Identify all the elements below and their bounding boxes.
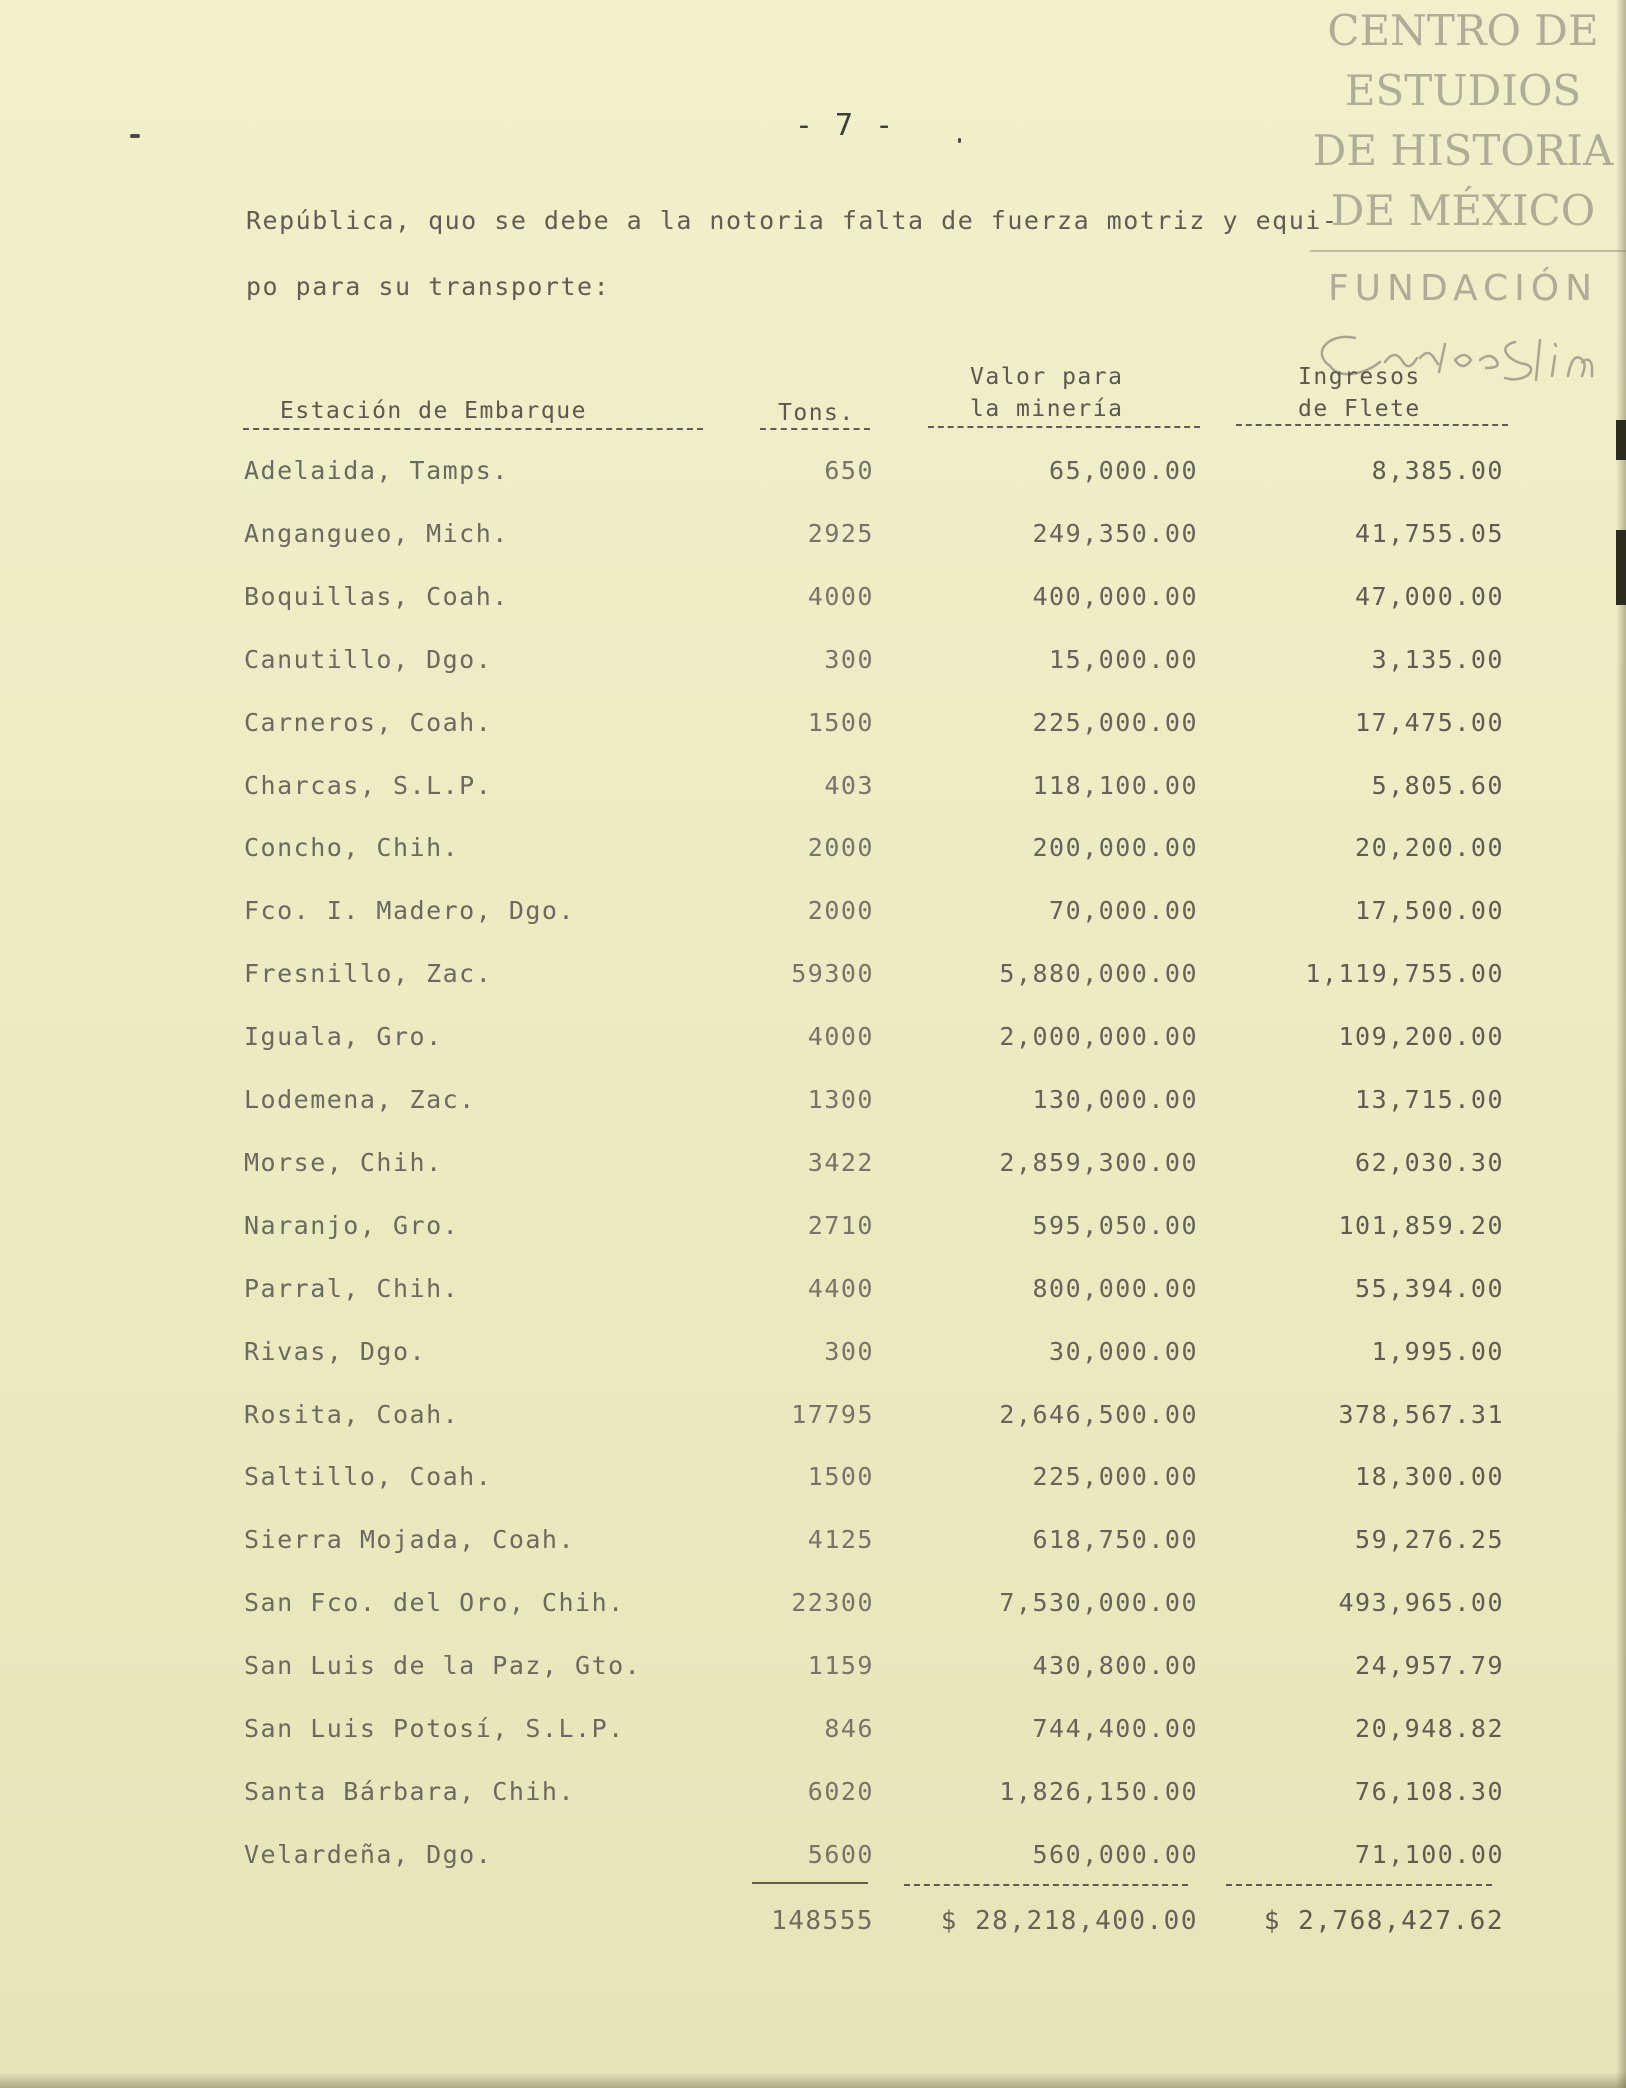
tons-cell: 1159	[807, 1651, 874, 1680]
station-cell: San Fco. del Oro, Chih.	[244, 1588, 625, 1617]
table-row	[0, 959, 1626, 999]
ingresos-cell: 13,715.00	[1355, 1085, 1504, 1114]
tons-cell: 59300	[791, 959, 874, 988]
ingresos-cell: 20,948.82	[1355, 1714, 1504, 1743]
station-cell: Adelaida, Tamps.	[244, 456, 509, 485]
table-row	[0, 1777, 1626, 1817]
ingresos-cell: 41,755.05	[1355, 519, 1504, 548]
ingresos-cell: 71,100.00	[1355, 1840, 1504, 1869]
tons-cell: 1300	[807, 1085, 874, 1114]
station-cell: Sierra Mojada, Coah.	[244, 1525, 576, 1554]
station-cell: Canutillo, Dgo.	[244, 645, 493, 674]
tons-cell: 17795	[791, 1400, 874, 1429]
table-row	[0, 1085, 1626, 1125]
archive-watermark	[1300, 0, 1626, 309]
total-tons: 148555	[771, 1906, 874, 1936]
table-row	[0, 1588, 1626, 1628]
station-cell: Fresnillo, Zac.	[244, 959, 493, 988]
tons-cell: 6020	[807, 1777, 874, 1806]
table-row	[0, 708, 1626, 748]
station-cell: Saltillo, Coah.	[244, 1462, 493, 1491]
header-station: Estación de Embarque	[280, 398, 587, 424]
ingresos-cell: 1,995.00	[1371, 1337, 1504, 1366]
station-cell: Boquillas, Coah.	[244, 582, 509, 611]
tons-cell: 4000	[807, 582, 874, 611]
header-rule	[1236, 424, 1508, 426]
header-valor-line2: la minería	[970, 396, 1124, 422]
ingresos-cell: 109,200.00	[1338, 1022, 1504, 1051]
totals-row	[0, 1906, 1626, 1946]
valor-cell: 200,000.00	[1032, 833, 1198, 862]
ingresos-cell: 18,300.00	[1355, 1462, 1504, 1491]
sum-rule	[1226, 1884, 1492, 1886]
station-cell: Carneros, Coah.	[244, 708, 493, 737]
tons-cell: 3422	[807, 1148, 874, 1177]
station-cell: San Luis de la Paz, Gto.	[244, 1651, 642, 1680]
tons-cell: 22300	[791, 1588, 874, 1617]
ingresos-cell: 62,030.30	[1355, 1148, 1504, 1177]
ingresos-cell: 59,276.25	[1355, 1525, 1504, 1554]
page-bottom-shadow	[0, 2072, 1626, 2088]
watermark-line: ESTUDIOS	[1344, 66, 1582, 115]
tons-cell: 2925	[807, 519, 874, 548]
tons-cell: 4000	[807, 1022, 874, 1051]
valor-cell: 65,000.00	[1049, 456, 1198, 485]
table-row	[0, 1211, 1626, 1251]
valor-cell: 249,350.00	[1032, 519, 1198, 548]
ingresos-cell: 493,965.00	[1338, 1588, 1504, 1617]
valor-cell: 1,826,150.00	[999, 1777, 1198, 1806]
valor-cell: 225,000.00	[1032, 1462, 1198, 1491]
valor-cell: 15,000.00	[1049, 645, 1198, 674]
table-row	[0, 1337, 1626, 1377]
table-row	[0, 456, 1626, 496]
watermark-rule	[1310, 250, 1626, 252]
tons-cell: 650	[824, 456, 874, 485]
table-row	[0, 645, 1626, 685]
paragraph-line: po para su transporte:	[246, 272, 611, 301]
ingresos-cell: 378,567.31	[1338, 1400, 1504, 1429]
valor-cell: 430,800.00	[1032, 1651, 1198, 1680]
tons-cell: 1500	[807, 708, 874, 737]
valor-cell: 30,000.00	[1049, 1337, 1198, 1366]
valor-cell: 130,000.00	[1032, 1085, 1198, 1114]
valor-cell: 118,100.00	[1032, 771, 1198, 800]
station-cell: Velardeña, Dgo.	[244, 1840, 493, 1869]
watermark-line: CENTRO DE	[1327, 6, 1599, 55]
tons-cell: 403	[824, 771, 874, 800]
station-cell: Iguala, Gro.	[244, 1022, 443, 1051]
valor-cell: 744,400.00	[1032, 1714, 1198, 1743]
header-ingresos-line2: de Flete	[1298, 396, 1421, 422]
valor-cell: 7,530,000.00	[999, 1588, 1198, 1617]
valor-cell: 5,880,000.00	[999, 959, 1198, 988]
valor-cell: 2,646,500.00	[999, 1400, 1198, 1429]
table-row	[0, 1148, 1626, 1188]
header-rule	[243, 428, 703, 430]
tons-cell: 5600	[807, 1840, 874, 1869]
header-rule	[760, 428, 870, 430]
tons-cell: 846	[824, 1714, 874, 1743]
header-rule	[928, 426, 1200, 428]
station-cell: Parral, Chih.	[244, 1274, 460, 1303]
station-cell: Santa Bárbara, Chih.	[244, 1777, 576, 1806]
station-cell: Naranjo, Gro.	[244, 1211, 460, 1240]
table-row	[0, 1462, 1626, 1502]
ingresos-cell: 20,200.00	[1355, 833, 1504, 862]
ingresos-cell: 17,475.00	[1355, 708, 1504, 737]
ingresos-cell: 3,135.00	[1371, 645, 1504, 674]
ingresos-cell: 55,394.00	[1355, 1274, 1504, 1303]
station-cell: Concho, Chih.	[244, 833, 460, 862]
table-row	[0, 1400, 1626, 1440]
valor-cell: 595,050.00	[1032, 1211, 1198, 1240]
table-row	[0, 1651, 1626, 1691]
table-row	[0, 1840, 1626, 1880]
station-cell: Angangueo, Mich.	[244, 519, 509, 548]
station-cell: Morse, Chih.	[244, 1148, 443, 1177]
station-cell: Lodemena, Zac.	[244, 1085, 476, 1114]
tons-cell: 1500	[807, 1462, 874, 1491]
station-cell: Rivas, Dgo.	[244, 1337, 427, 1366]
table-row	[0, 771, 1626, 811]
paragraph-line: República, quo se debe a la notoria falta de fuerza motriz y equi-	[246, 206, 1339, 235]
valor-cell: 225,000.00	[1032, 708, 1198, 737]
valor-cell: 400,000.00	[1032, 582, 1198, 611]
page-edge-mark	[1616, 420, 1626, 460]
ingresos-cell: 1,119,755.00	[1305, 959, 1504, 988]
table-row	[0, 1525, 1626, 1565]
tons-cell: 2000	[807, 833, 874, 862]
header-ingresos-line1: Ingresos	[1298, 364, 1421, 390]
tons-cell: 300	[824, 645, 874, 674]
tons-cell: 300	[824, 1337, 874, 1366]
header-valor-line1: Valor para	[970, 364, 1124, 390]
ink-speck	[130, 134, 140, 138]
ink-speck	[958, 138, 961, 143]
watermark-line: DE MÉXICO	[1330, 186, 1596, 235]
ingresos-cell: 24,957.79	[1355, 1651, 1504, 1680]
valor-cell: 560,000.00	[1032, 1840, 1198, 1869]
station-cell: Rosita, Coah.	[244, 1400, 460, 1429]
watermark-signature-icon	[1300, 322, 1626, 402]
valor-cell: 2,000,000.00	[999, 1022, 1198, 1051]
ingresos-cell: 17,500.00	[1355, 896, 1504, 925]
ingresos-cell: 101,859.20	[1338, 1211, 1504, 1240]
table-row	[0, 833, 1626, 873]
ingresos-cell: 76,108.30	[1355, 1777, 1504, 1806]
table-row	[0, 582, 1626, 622]
tons-cell: 4125	[807, 1525, 874, 1554]
valor-cell: 618,750.00	[1032, 1525, 1198, 1554]
total-ingresos: $ 2,768,427.62	[1263, 1906, 1504, 1936]
total-valor: $ 28,218,400.00	[940, 1906, 1198, 1936]
watermark-foundation: FUNDACIÓN	[1327, 268, 1599, 309]
sum-rule	[904, 1884, 1188, 1886]
table-row	[0, 1022, 1626, 1062]
tons-cell: 2710	[807, 1211, 874, 1240]
sum-rule	[752, 1882, 868, 1884]
ingresos-cell: 47,000.00	[1355, 582, 1504, 611]
ingresos-cell: 8,385.00	[1371, 456, 1504, 485]
valor-cell: 2,859,300.00	[999, 1148, 1198, 1177]
valor-cell: 70,000.00	[1049, 896, 1198, 925]
table-row	[0, 1714, 1626, 1754]
page-number: - 7 -	[794, 108, 896, 143]
valor-cell: 800,000.00	[1032, 1274, 1198, 1303]
tons-cell: 4400	[807, 1274, 874, 1303]
ingresos-cell: 5,805.60	[1371, 771, 1504, 800]
table-row	[0, 1274, 1626, 1314]
table-row	[0, 519, 1626, 559]
table-row	[0, 896, 1626, 936]
tons-cell: 2000	[807, 896, 874, 925]
header-tons: Tons.	[778, 400, 855, 426]
watermark-line: DE HISTORIA	[1312, 126, 1614, 175]
station-cell: Fco. I. Madero, Dgo.	[244, 896, 576, 925]
station-cell: Charcas, S.L.P.	[244, 771, 493, 800]
station-cell: San Luis Potosí, S.L.P.	[244, 1714, 625, 1743]
